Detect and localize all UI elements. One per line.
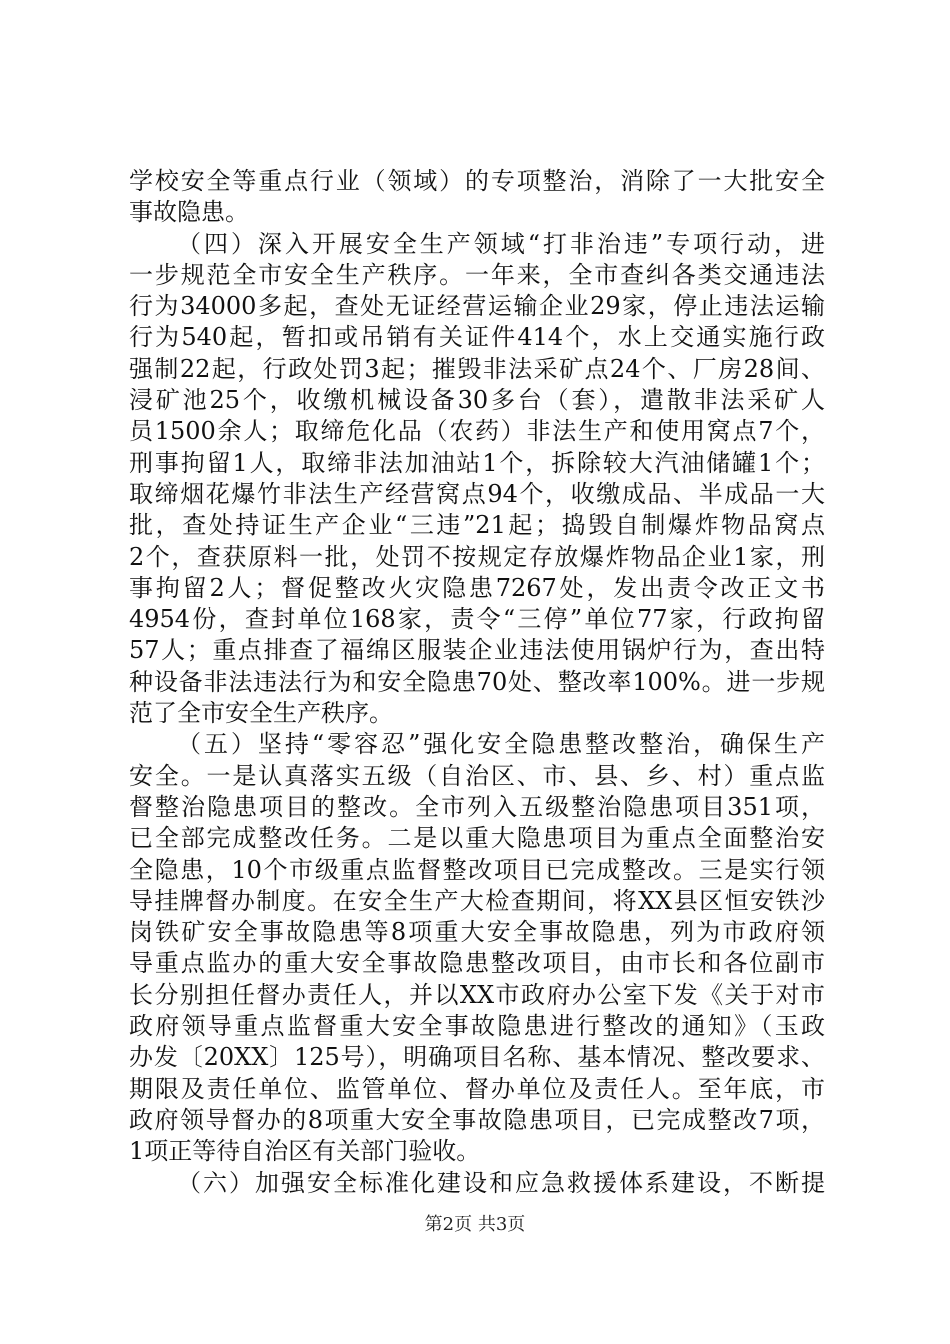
text-line: 导重点监办的重大安全事故隐患整改项目，由市长和各位副市 xyxy=(129,949,825,978)
text-line: 2个，查获原料一批，处罚不按规定存放爆炸物品企业1家，刑 xyxy=(129,542,825,571)
text-line: 导挂牌督办制度。在安全生产大检查期间，将XX县区恒安铁沙 xyxy=(129,886,825,915)
text-line: 期限及责任单位、监管单位、督办单位及责任人。至年底，市 xyxy=(129,1074,825,1103)
paragraph-first-line: （五）坚持“零容忍”强化安全隐患整改整治，确保生产 xyxy=(177,730,825,759)
text-line: 督整治隐患项目的整改。全市列入五级整治隐患项目351项， xyxy=(129,792,825,821)
text-line: 一步规范全市安全生产秩序。一年来，全市查纠各类交通违法 xyxy=(129,260,825,289)
text-line: 已全部完成整改任务。二是以重大隐患项目为重点全面整治安 xyxy=(129,824,825,853)
text-line: 办发〔20XX〕125号），明确项目名称、基本情况、整改要求、 xyxy=(129,1043,825,1072)
text-line: 学校安全等重点行业（领域）的专项整治，消除了一大批安全 xyxy=(129,167,825,195)
text-line: 浸矿池25个，收缴机械设备30多台（套），遣散非法采矿人 xyxy=(129,386,825,415)
text-line: 57人；重点排查了福绵区服装企业违法使用锅炉行为，查出特 xyxy=(129,636,825,665)
page-footer: 第2页 共3页 xyxy=(424,1214,526,1235)
paragraph-first-line: （四）深入开展安全生产领域“打非治违”专项行动，进 xyxy=(177,229,825,258)
text-line: 行为34000多起，查处无证经营运输企业29家，停止违法运输 xyxy=(129,292,825,321)
text-line: 种设备非法违法行为和安全隐患70处、整改率100%。进一步规 xyxy=(129,667,825,696)
text-line: 长分别担任督办责任人，并以XX市政府办公室下发《关于对市 xyxy=(129,980,825,1009)
text-line: 批，查处持证生产企业“三违”21起；捣毁自制爆炸物品窝点 xyxy=(129,511,825,540)
text-line: 员1500余人；取缔危化品（农药）非法生产和使用窝点7个， xyxy=(129,417,825,446)
text-line: 取缔烟花爆竹非法生产经营窝点94个，收缴成品、半成品一大 xyxy=(129,479,825,508)
paragraph-first-line: （六）加强安全标准化建设和应急救援体系建设，不断提 xyxy=(177,1168,825,1197)
text-line: 全隐患，10个市级重点监督整改项目已完成整改。三是实行领 xyxy=(129,855,825,884)
text-line: 事拘留2人；督促整改火灾隐患7267处，发出责令改正文书 xyxy=(129,573,825,602)
text-line: 刑事拘留1人，取缔非法加油站1个，拆除较大汽油储罐1个； xyxy=(129,448,825,477)
text-line: 事故隐患。 xyxy=(129,198,249,227)
text-line: 4954份，查封单位168家，责令“三停”单位77家，行政拘留 xyxy=(129,605,825,634)
document-body xyxy=(129,166,825,1199)
text-line: 岗铁矿安全事故隐患等8项重大安全事故隐患，列为市政府领 xyxy=(129,918,825,947)
text-line: 1项正等待自治区有关部门验收。 xyxy=(129,1137,481,1166)
text-line: 安全。一是认真落实五级（自治区、市、县、乡、村）重点监 xyxy=(129,761,825,790)
text-line: 强制22起，行政处罚3起；摧毁非法采矿点24个、厂房28间、 xyxy=(129,354,825,383)
text-line: 政府领导督办的8项重大安全事故隐患项目，已完成整改7项， xyxy=(129,1105,825,1134)
text-line: 政府领导重点监督重大安全事故隐患进行整改的通知》（玉政 xyxy=(129,1012,825,1041)
text-line: 范了全市安全生产秩序。 xyxy=(129,699,393,728)
text-line: 行为540起，暂扣或吊销有关证件414个，水上交通实施行政 xyxy=(129,323,825,352)
